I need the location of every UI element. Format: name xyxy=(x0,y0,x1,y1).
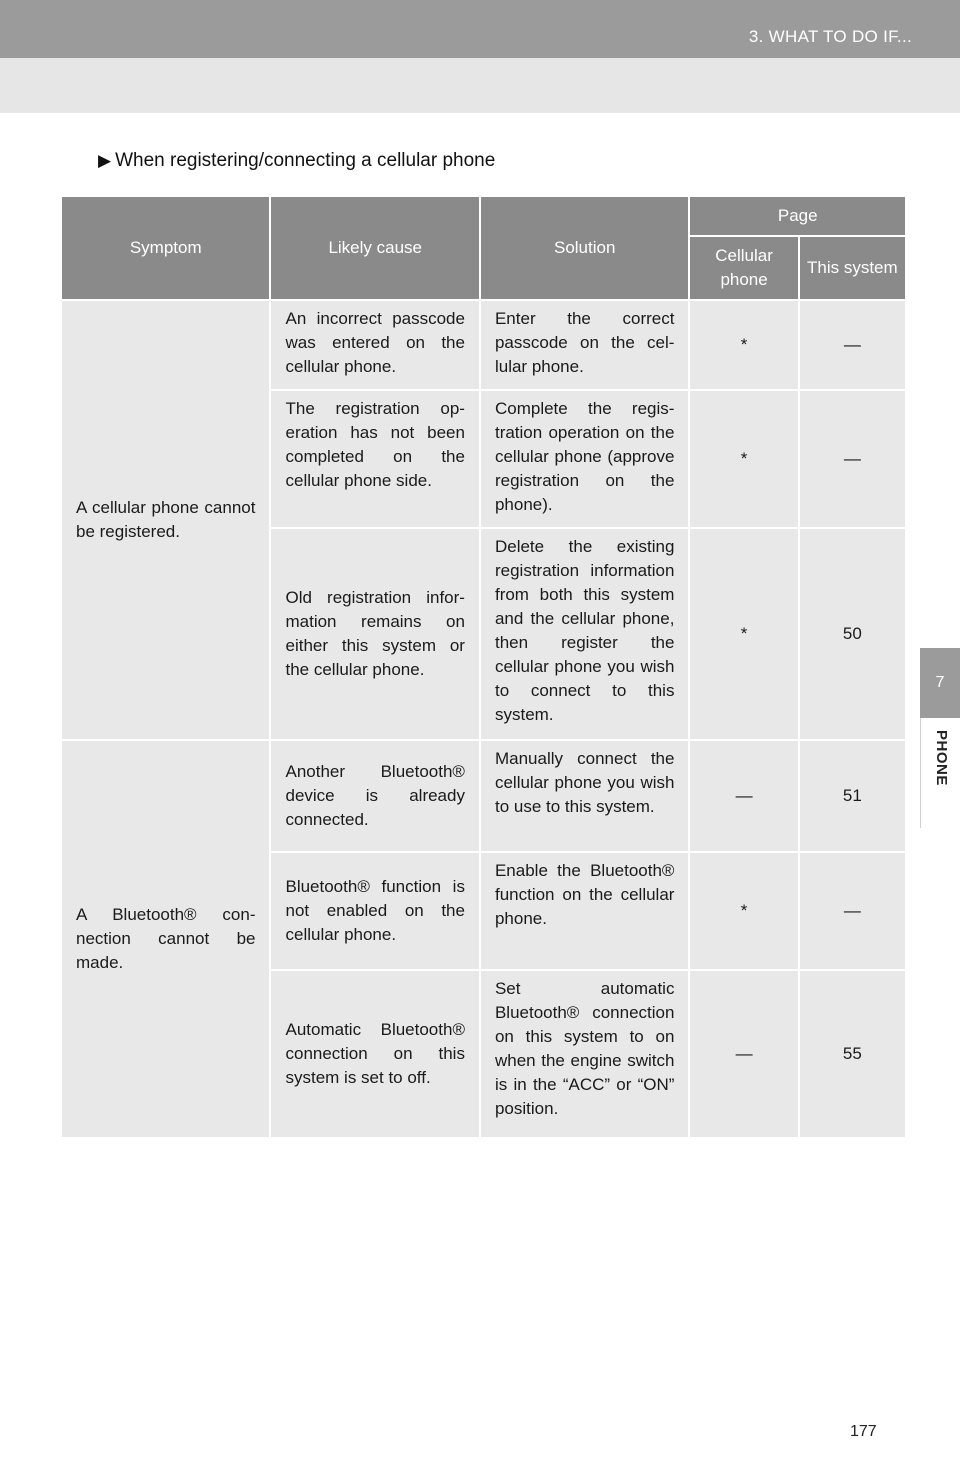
system-page-cell: 51 xyxy=(799,740,906,852)
header-page: Page xyxy=(689,196,906,236)
header-cellular-phone: Cellular phone xyxy=(689,236,798,300)
triangle-arrow-icon: ▶ xyxy=(98,151,112,170)
troubleshooting-table xyxy=(60,195,907,1139)
chapter-title: 3. WHAT TO DO IF... xyxy=(748,27,912,46)
solution-cell: Enter the correct passcode on the cellular phone. xyxy=(480,300,689,390)
page-number: 177 xyxy=(850,1423,877,1440)
cellular-page-cell: — xyxy=(689,740,798,852)
solution-cell: Set automatic Bluetooth® connection on this system to on when the engine switch is in the “ACC” or “ON” position. xyxy=(480,970,689,1138)
solution-cell: Complete the registration operation on the cellular phone (approve registration on the phone). xyxy=(480,390,689,528)
header-symptom: Symptom xyxy=(61,196,270,300)
symptom-cell: A cellular phone cannot be registered. xyxy=(61,300,270,740)
header-this-system: This system xyxy=(799,236,906,300)
symptom-cell: A Bluetooth® connection cannot be made. xyxy=(61,740,270,1138)
cellular-page-cell: * xyxy=(689,528,798,740)
solution-cell: Manually connect the cellular phone you wish to use to this system. xyxy=(480,740,689,852)
solution-cell: Delete the existing registration information from both this system and the cellular phone, then register the cellular phone you wish to connect to this system. xyxy=(480,528,689,740)
system-page-cell: 55 xyxy=(799,970,906,1138)
cause-cell: Another Bluetooth® device is already connected. xyxy=(270,740,479,852)
cause-cell: Bluetooth® function is not enabled on the cellular phone. xyxy=(270,852,479,970)
system-page-cell: — xyxy=(799,300,906,390)
solution-cell: Enable the Bluetooth® function on the cellular phone. xyxy=(480,852,689,970)
chapter-tab-label-text: PHONE xyxy=(933,730,950,786)
header-likely-cause: Likely cause xyxy=(270,196,479,300)
chapter-tab-label xyxy=(920,718,960,828)
cause-cell: Old registration information remains on either this system or the cellular phone. xyxy=(270,528,479,740)
cellular-page-cell: * xyxy=(689,300,798,390)
cellular-page-cell: * xyxy=(689,390,798,528)
section-heading-text: When registering/connecting a cellular phone xyxy=(115,150,496,171)
cellular-page-cell: * xyxy=(689,852,798,970)
cause-cell: The registration operation has not been completed on the cellular phone side. xyxy=(270,390,479,528)
cause-cell: An incorrect passcode was entered on the cellular phone. xyxy=(270,300,479,390)
header-sub-band xyxy=(0,58,960,113)
header-band xyxy=(0,0,960,58)
cause-cell: Automatic Bluetooth® connection on this system is set to off. xyxy=(270,970,479,1138)
system-page-cell: 50 xyxy=(799,528,906,740)
header-solution: Solution xyxy=(480,196,689,300)
chapter-tab-number: 7 xyxy=(920,648,960,718)
system-page-cell: — xyxy=(799,390,906,528)
cellular-page-cell: — xyxy=(689,970,798,1138)
system-page-cell: — xyxy=(799,852,906,970)
section-heading xyxy=(98,150,495,172)
